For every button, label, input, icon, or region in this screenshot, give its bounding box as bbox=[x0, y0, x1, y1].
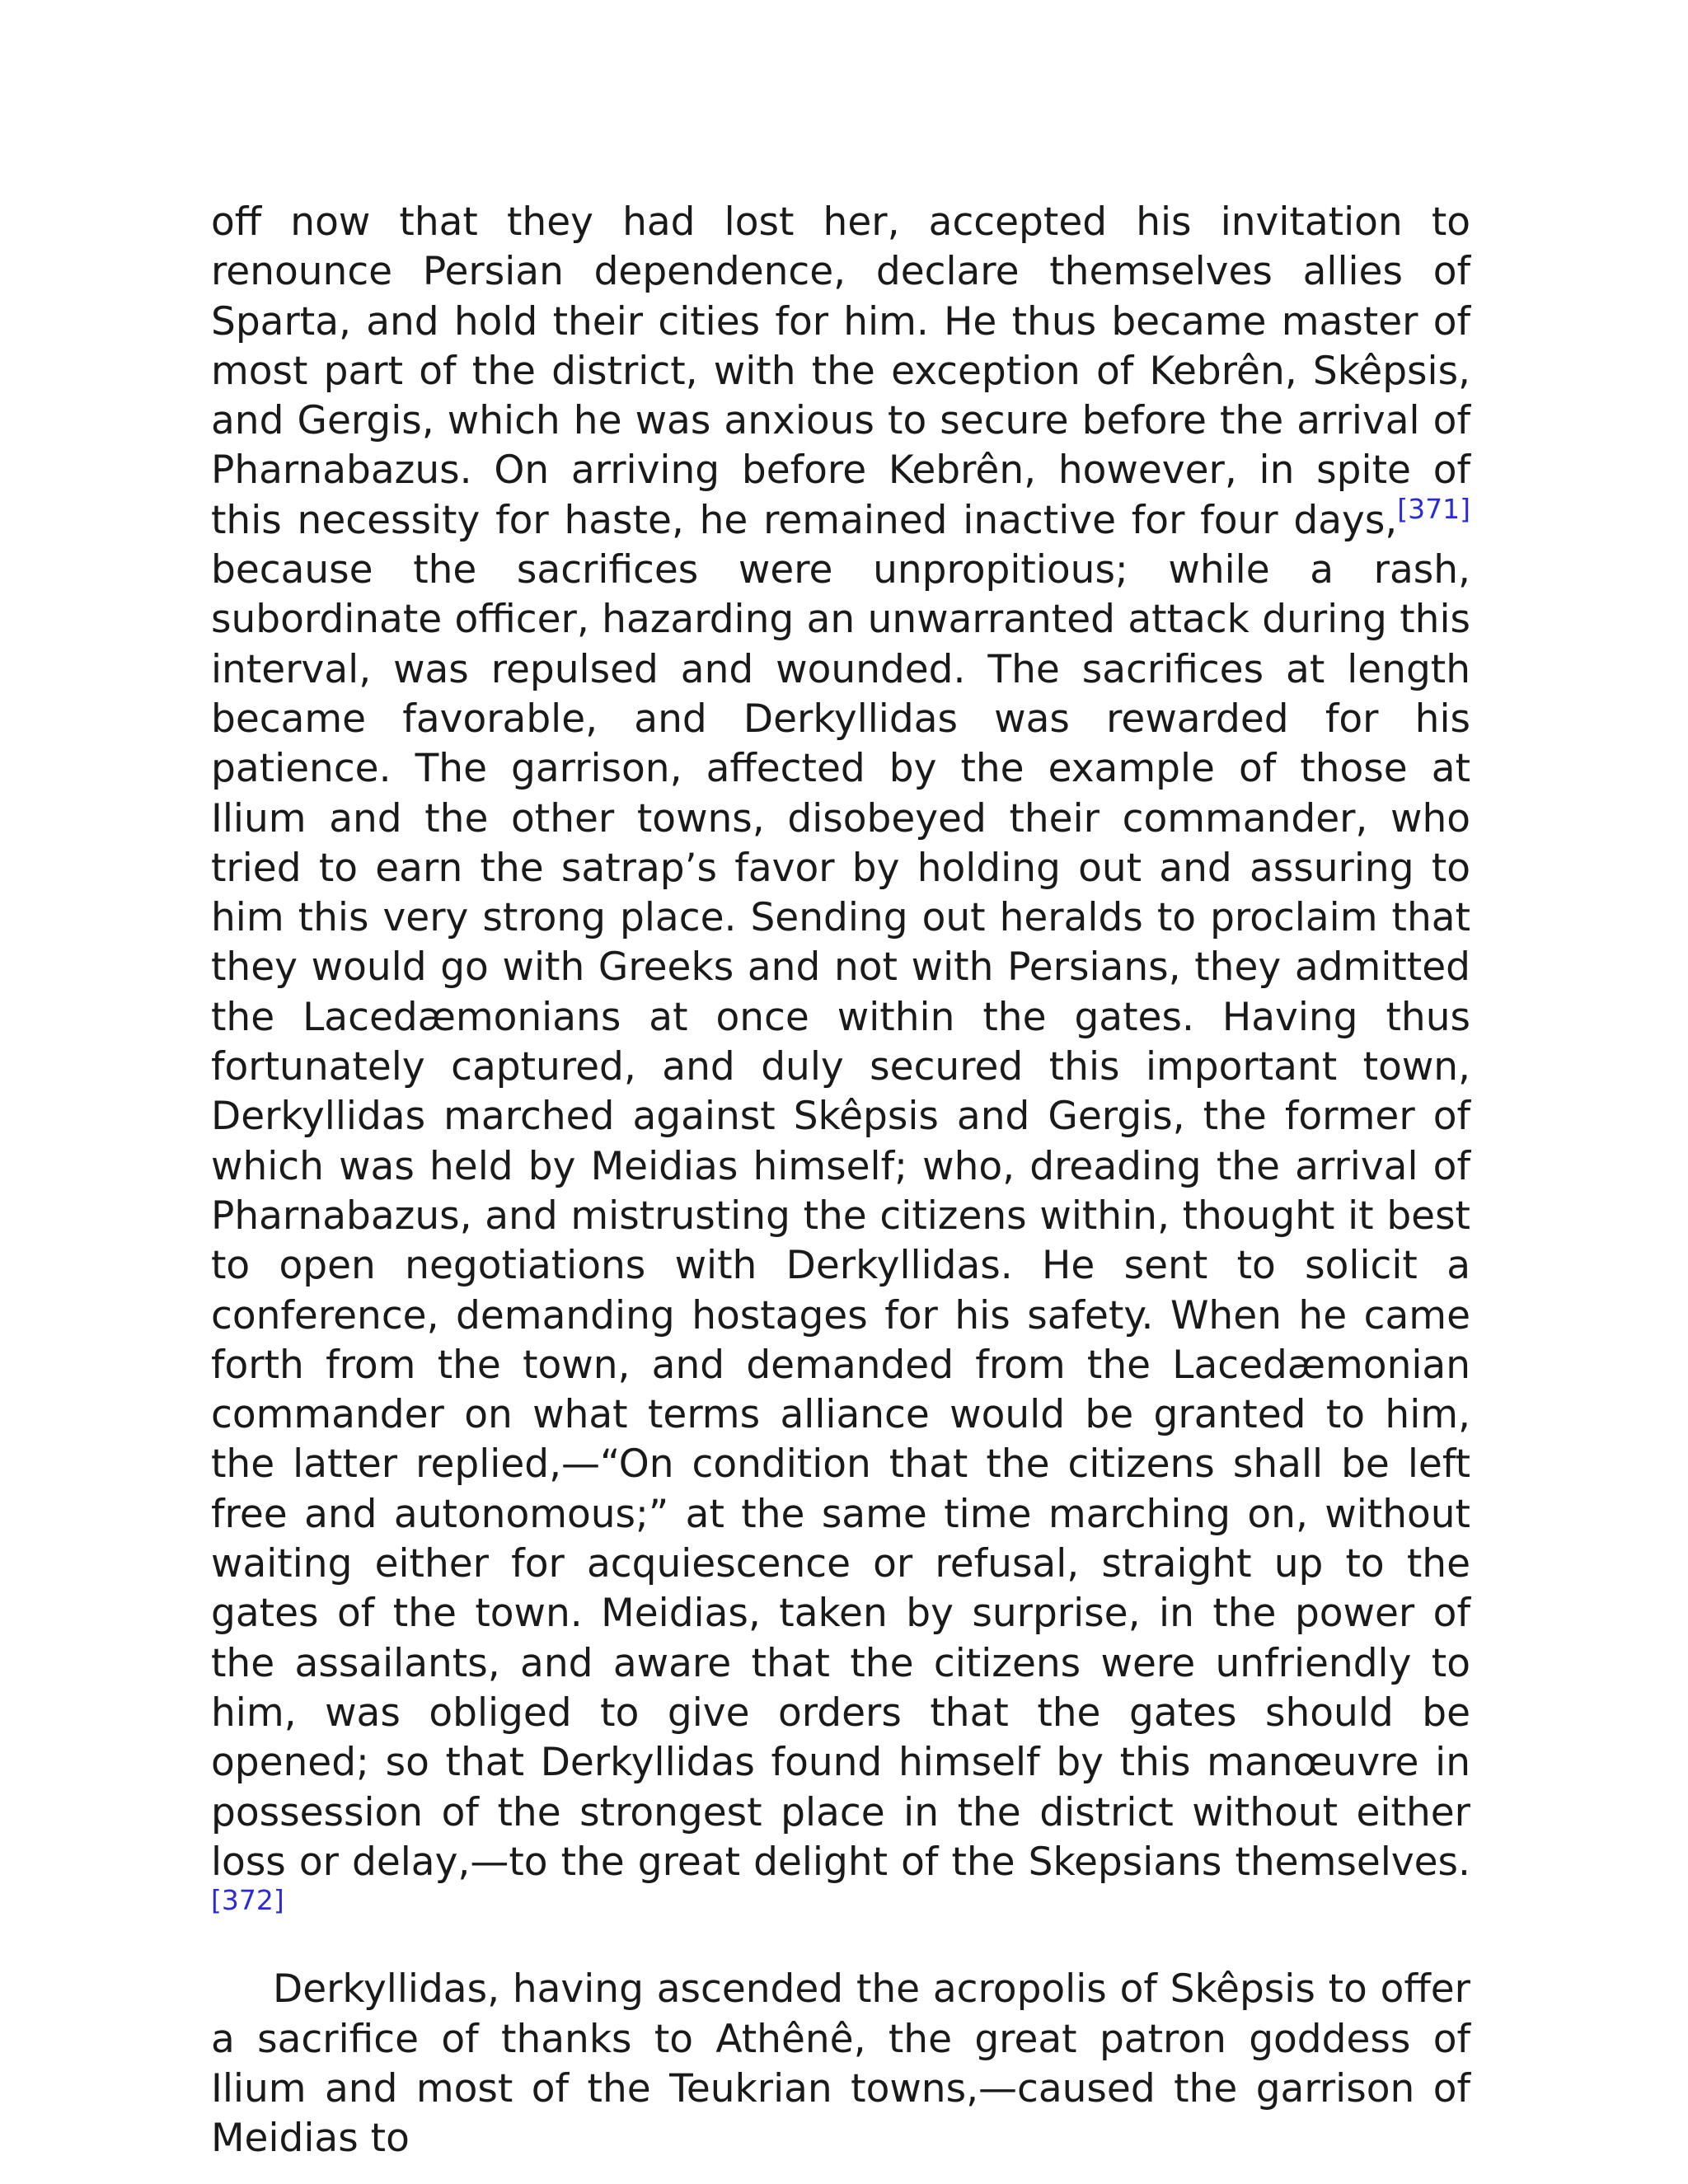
footnote-link-372[interactable]: [372] bbox=[211, 1884, 284, 1917]
paragraph-1 bbox=[211, 198, 1470, 1937]
document-page bbox=[211, 198, 1470, 2164]
paragraph-text: Derkyllidas, having ascended the acropolis of Skêpsis to offer a sacrifice of thanks to Athênê, the great patron goddess of Ilium and most of the Teukrian towns,—caused the garrison of Meidias to bbox=[211, 1966, 1470, 2162]
paragraph-text: off now that they had lost her, accepted his invitation to renounce Persian dependence, declare themselves allies of Sparta, and hold their cities for him. He thus became master of most part of the district, with the exception of Kebrên, Skêpsis, and Gergis, which he was anxious to secure before the arrival of Pharnabazus. On arriving before Kebrên, however, in spite of this necessity for haste, he remained inactive for four days, bbox=[211, 199, 1470, 543]
footnote-link-371[interactable]: [371] bbox=[1397, 492, 1470, 525]
paragraph-text: because the sacrifices were unpropitious; while a rash, subordinate officer, hazarding an unwarranted attack during this interval, was repulsed and wounded. The sacrifices at length became favorable, and Derkyllidas was rewarded for his patience. The garrison, affected by the example of those at Ilium and the other towns, disobeyed their commander, who tried to earn the satrap’s favor by holding out and assuring to him this very strong place. Sending out heralds to proclaim that they would go with Greeks and not with Persians, they admitted the Lacedæmonians at once within the gates. Having thus fortunately captured, and duly secured this important town, Derkyllidas marched against Skêpsis and Gergis, the former of which was held by Meidias himself; who, dreading the arrival of Pharnabazus, and mistrusting the citizens within, thought it best to open negotiations with Derkyllidas. He sent to solicit a conference, demanding hostages for his safety. When he came forth from the town, and demanded from the Lacedæmonian commander on what terms alliance would be granted to him, the latter replied,—“On condition that the citizens shall be left free and autonomous;” at the same time marching on, without waiting either for acquiescence or refusal, straight up to the gates of the town. Meidias, taken by surprise, in the power of the assailants, and aware that the citizens were unfriendly to him, was obliged to give orders that the gates should be opened; so that Derkyllidas found himself by this manœuvre in possession of the strongest place in the district without either loss or delay,—to the great delight of the Skepsians themselves. bbox=[211, 547, 1470, 1885]
paragraph-2 bbox=[211, 1965, 1470, 2163]
